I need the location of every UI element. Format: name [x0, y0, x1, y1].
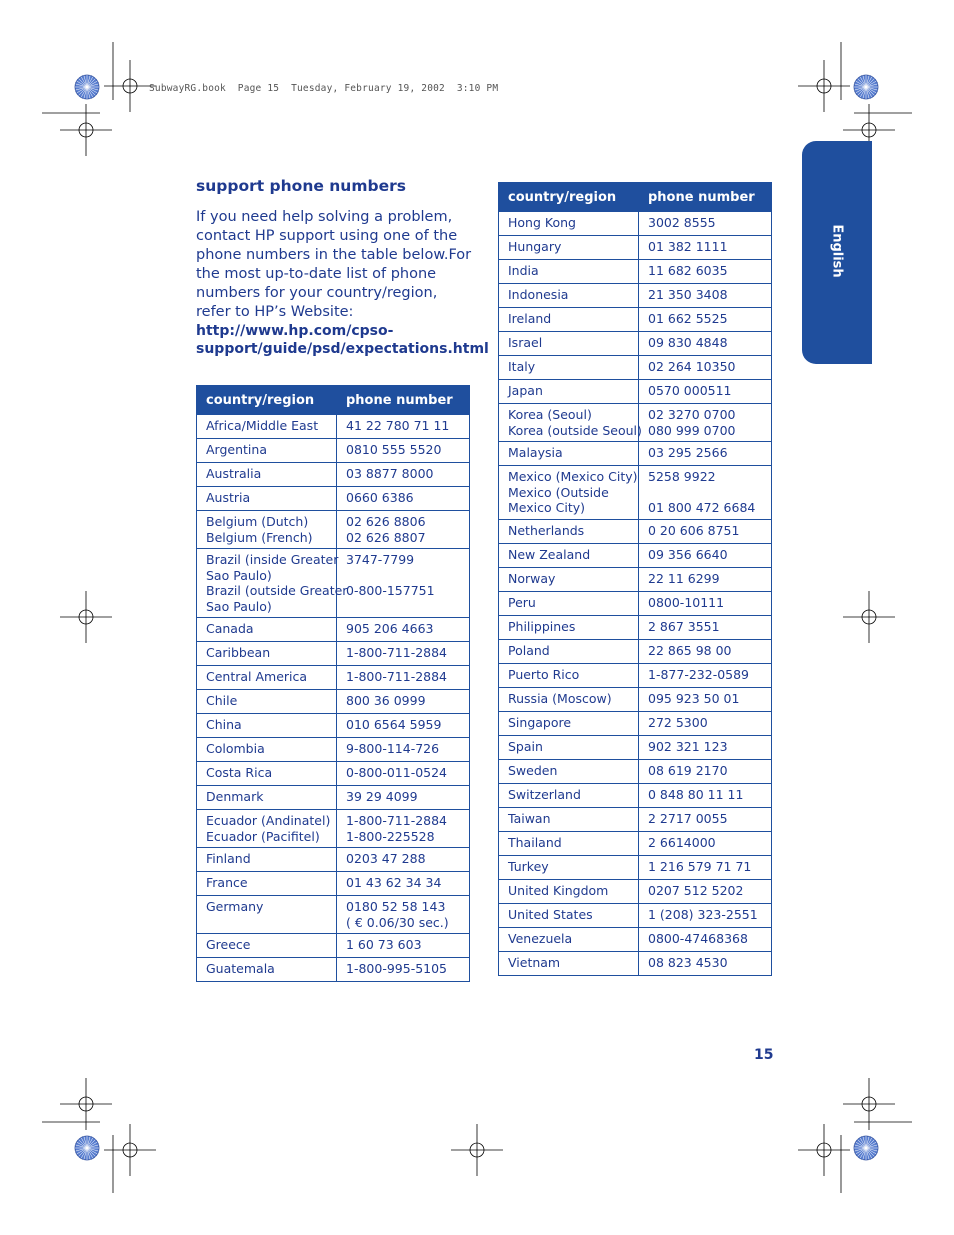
phone-cell: [337, 642, 470, 666]
intro-paragraph: If you need help solving a problem, contact HP support using one of the phone numbers in the table below.For the most up-to-date list of phone numbers for your country/region, refer to HP’s Website:: [196, 209, 472, 320]
country-name: Peru: [508, 594, 536, 610]
country-name: Sao Paulo): [206, 567, 272, 583]
phone-value: 0203 47 288: [346, 851, 426, 866]
section-heading: support phone numbers: [196, 177, 406, 195]
country-name: China: [206, 717, 242, 732]
country-name: Venezuela: [508, 930, 573, 946]
crosshair-mark: [60, 104, 112, 156]
phone-value: 1-800-995-5105: [346, 961, 448, 976]
phone-cell: [639, 380, 772, 404]
country-name: United States: [508, 906, 593, 922]
country-name: Hungary: [508, 239, 562, 254]
country-name: Singapore: [508, 714, 572, 730]
country-cell: [499, 639, 639, 663]
crosshair-mark: [798, 1124, 850, 1176]
phone-value: 41 22 780 71 11: [346, 418, 450, 433]
country-name: Ecuador (Pacifitel): [206, 828, 320, 844]
phone-value: 1-800-711-2884: [346, 669, 448, 684]
phone-cell: [639, 519, 772, 543]
phone-cell: [337, 934, 470, 958]
phone-value: 22 11 6299: [648, 570, 720, 586]
country-name: Israel: [508, 335, 543, 350]
country-name: Poland: [508, 642, 550, 658]
country-cell: [197, 810, 337, 848]
country-name: Korea (outside Seoul): [508, 422, 642, 438]
phone-value: 272 5300: [648, 714, 708, 730]
table-row: [499, 332, 772, 356]
country-name: Taiwan: [508, 810, 551, 826]
phone-table-left: [196, 385, 470, 982]
phone-cell: [337, 872, 470, 896]
table-row: [499, 519, 772, 543]
phone-cell: [337, 786, 470, 810]
table-row: [197, 848, 470, 872]
phone-cell: [639, 831, 772, 855]
country-name: Central America: [206, 669, 308, 684]
phone-value: 0810 555 5520: [346, 442, 442, 457]
table-row: [499, 783, 772, 807]
phone-cell: [639, 591, 772, 615]
country-cell: [499, 807, 639, 831]
phone-value: ( € 0.06/30 sec.): [346, 914, 449, 930]
phone-value: 095 923 50 01: [648, 690, 740, 706]
table-body: [499, 212, 772, 976]
phone-value: 2 867 3551: [648, 618, 720, 634]
country-cell: [197, 848, 337, 872]
country-name: Finland: [206, 851, 251, 866]
table-row: [197, 958, 470, 982]
country-cell: [499, 783, 639, 807]
phone-value: 2 2717 0055: [648, 810, 728, 826]
table-row: [197, 666, 470, 690]
country-cell: [499, 260, 639, 284]
country-name: Spain: [508, 738, 543, 754]
spacer-line: [648, 485, 762, 501]
country-name: Korea (Seoul): [508, 407, 592, 422]
phone-value: 1-800-225528: [346, 828, 435, 844]
country-cell: [499, 356, 639, 380]
country-name: Austria: [206, 490, 251, 505]
table-row: [197, 690, 470, 714]
table-row: [197, 762, 470, 786]
phone-value: 3002 8555: [648, 215, 716, 230]
country-name: Malaysia: [508, 445, 563, 460]
country-name: India: [508, 263, 539, 278]
phone-value: 0800-47468368: [648, 930, 748, 946]
table-row: [499, 404, 772, 442]
table-row: [197, 934, 470, 958]
country-name: Mexico City): [508, 500, 585, 515]
phone-cell: [337, 848, 470, 872]
country-cell: [499, 903, 639, 927]
country-cell: [197, 934, 337, 958]
table-row: [499, 591, 772, 615]
table-header-row: [197, 386, 470, 415]
phone-value: 010 6564 5959: [346, 717, 442, 732]
country-name: Caribbean: [206, 645, 271, 660]
phone-value: 0 848 80 11 11: [648, 786, 744, 802]
country-cell: [499, 284, 639, 308]
table-row: [499, 380, 772, 404]
phone-value: 01 662 5525: [648, 311, 728, 326]
country-cell: [499, 466, 639, 520]
phone-value: 080 999 0700: [648, 422, 736, 438]
country-cell: [499, 308, 639, 332]
phone-cell: [639, 308, 772, 332]
country-cell: [197, 415, 337, 439]
country-cell: [197, 511, 337, 549]
country-cell: [499, 380, 639, 404]
country-name: Guatemala: [206, 961, 275, 976]
phone-cell: [337, 958, 470, 982]
table-row: [499, 356, 772, 380]
phone-value: 0800-10111: [648, 594, 725, 610]
country-cell: [197, 738, 337, 762]
phone-cell: [337, 762, 470, 786]
country-cell: [197, 872, 337, 896]
country-cell: [499, 567, 639, 591]
table-row: [197, 738, 470, 762]
country-name: Costa Rica: [206, 765, 273, 780]
table-body: [197, 415, 470, 982]
phone-value: 08 619 2170: [648, 762, 728, 778]
phone-value: 0180 52 58 143: [346, 899, 446, 914]
support-url-link[interactable]: http://www.hp.com/cpso-support/guide/psd/expectations.html: [196, 323, 489, 357]
country-cell: [197, 487, 337, 511]
table-row: [197, 872, 470, 896]
phone-cell: [337, 439, 470, 463]
phone-value: 800 36 0999: [346, 693, 426, 708]
country-cell: [499, 735, 639, 759]
phone-value: 02 3270 0700: [648, 407, 736, 422]
starburst-mark: [854, 1136, 878, 1160]
table-row: [499, 855, 772, 879]
country-cell: [197, 549, 348, 618]
country-name: Thailand: [508, 834, 562, 850]
country-name: Netherlands: [508, 522, 585, 538]
country-name: Switzerland: [508, 786, 581, 802]
country-name: Colombia: [206, 741, 265, 756]
table-row: [499, 663, 772, 687]
country-cell: [499, 759, 639, 783]
phone-value: 03 295 2566: [648, 445, 728, 460]
language-tab: [802, 141, 872, 364]
table-row: [197, 415, 470, 439]
country-name: Mexico (Mexico City): [508, 469, 638, 484]
phone-cell: [337, 415, 470, 439]
phone-value: 02 626 8807: [346, 529, 426, 545]
crosshair-mark: [60, 591, 112, 643]
table-row: [499, 260, 772, 284]
table-row: [499, 615, 772, 639]
phone-cell: [337, 666, 470, 690]
phone-value: 0-800-157751: [346, 583, 435, 598]
phone-value: 0660 6386: [346, 490, 414, 505]
table-row: [499, 903, 772, 927]
phone-cell: [639, 711, 772, 735]
phone-value: 39 29 4099: [346, 789, 418, 804]
phone-value: 1 60 73 603: [346, 937, 422, 952]
phone-value: 1-877-232-0589: [648, 666, 750, 682]
table-row: [197, 810, 470, 848]
country-name: Indonesia: [508, 287, 569, 302]
country-name: Puerto Rico: [508, 666, 580, 682]
phone-cell: [337, 690, 470, 714]
column-header-phone: phone number: [337, 386, 470, 415]
table-row: [197, 511, 470, 549]
phone-value: 902 321 123: [648, 738, 728, 754]
phone-cell: [337, 487, 470, 511]
phone-cell: [639, 759, 772, 783]
phone-cell: [639, 639, 772, 663]
country-name: Canada: [206, 621, 254, 636]
column-header-country: country/region: [197, 386, 337, 415]
phone-value: 09 830 4848: [648, 335, 728, 350]
phone-cell: [639, 543, 772, 567]
country-cell: [499, 543, 639, 567]
phone-cell: [639, 284, 772, 308]
country-cell: [197, 463, 337, 487]
country-cell: [499, 831, 639, 855]
country-name: Brazil (inside Greater: [206, 552, 339, 567]
phone-cell: [639, 687, 772, 711]
country-cell: [499, 212, 639, 236]
phone-value: 21 350 3408: [648, 287, 728, 302]
table-row: [499, 807, 772, 831]
phone-value: 2 6614000: [648, 834, 716, 850]
phone-value: 01 382 1111: [648, 239, 728, 254]
country-name: Italy: [508, 359, 536, 374]
table-row: [499, 212, 772, 236]
phone-value: 1-800-711-2884: [346, 813, 448, 828]
country-name: Australia: [206, 466, 262, 481]
phone-cell: [337, 463, 470, 487]
phone-value: 09 356 6640: [648, 546, 728, 562]
phone-cell: [639, 855, 772, 879]
phone-cell: [639, 236, 772, 260]
table-row: [197, 463, 470, 487]
phone-cell: [337, 810, 470, 848]
table-row: [499, 639, 772, 663]
phone-value: 5258 9922: [648, 469, 716, 484]
phone-cell: [639, 663, 772, 687]
phone-cell: [639, 212, 772, 236]
country-name: Denmark: [206, 789, 264, 804]
country-name: Ecuador (Andinatel): [206, 813, 331, 828]
country-cell: [197, 762, 337, 786]
country-name: Chile: [206, 693, 238, 708]
table-row: [499, 466, 772, 520]
country-name: Africa/Middle East: [206, 418, 319, 433]
phone-value: 9-800-114-726: [346, 741, 440, 756]
phone-cell: [337, 618, 470, 642]
country-name: Germany: [206, 899, 264, 914]
phone-cell: [639, 951, 772, 975]
spacer-line: [346, 568, 460, 584]
country-name: New Zealand: [508, 546, 591, 562]
starburst-mark: [75, 75, 99, 99]
phone-value: 01 800 472 6684: [648, 500, 756, 515]
country-name: Hong Kong: [508, 215, 576, 230]
phone-cell: [639, 735, 772, 759]
table-row: [197, 439, 470, 463]
country-cell: [499, 879, 639, 903]
column-header-phone: phone number: [639, 183, 772, 212]
country-name: Norway: [508, 570, 556, 586]
country-cell: [499, 236, 639, 260]
country-name: Japan: [508, 383, 543, 398]
phone-cell: [639, 615, 772, 639]
table-row: [499, 442, 772, 466]
table-row: [499, 927, 772, 951]
country-name: Sao Paulo): [206, 598, 272, 614]
phone-cell: [639, 807, 772, 831]
country-cell: [499, 927, 639, 951]
table-row: [499, 567, 772, 591]
table-row: [499, 831, 772, 855]
country-cell: [499, 855, 639, 879]
country-cell: [499, 615, 639, 639]
phone-value: 905 206 4663: [346, 621, 434, 636]
phone-value: 0 20 606 8751: [648, 522, 740, 538]
country-cell: [197, 958, 337, 982]
table-row: [499, 284, 772, 308]
phone-cell: [639, 783, 772, 807]
starburst-mark: [75, 1136, 99, 1160]
phone-value: 0207 512 5202: [648, 882, 744, 898]
phone-value: 22 865 98 00: [648, 642, 732, 658]
table-row: [197, 714, 470, 738]
phone-cell: [639, 332, 772, 356]
country-name: Ireland: [508, 311, 552, 326]
phone-value: 1-800-711-2884: [346, 645, 448, 660]
country-cell: [499, 519, 639, 543]
table-row: [499, 236, 772, 260]
table-header-row: [499, 183, 772, 212]
phone-cell: [639, 903, 772, 927]
country-name: Belgium (Dutch): [206, 514, 309, 529]
table-row: [499, 735, 772, 759]
country-cell: [499, 951, 639, 975]
phone-value: 01 43 62 34 34: [346, 875, 442, 890]
country-name: Mexico (Outside: [508, 484, 609, 500]
country-cell: [499, 442, 639, 466]
country-cell: [197, 642, 337, 666]
phone-value: 03 8877 8000: [346, 466, 434, 481]
phone-value: 0-800-011-0524: [346, 765, 448, 780]
phone-cell: [337, 511, 470, 549]
country-name: Sweden: [508, 762, 558, 778]
phone-cell: [337, 549, 470, 618]
phone-cell: [639, 927, 772, 951]
country-name: Greece: [206, 937, 251, 952]
country-name: United Kingdom: [508, 882, 609, 898]
crosshair-mark: [104, 1124, 156, 1176]
phone-cell: [639, 567, 772, 591]
country-name: Russia (Moscow): [508, 690, 612, 706]
country-cell: [197, 690, 337, 714]
phone-table-right: [498, 182, 772, 976]
column-header-country: country/region: [499, 183, 639, 212]
phone-value: 11 682 6035: [648, 263, 728, 278]
country-cell: [499, 711, 639, 735]
country-name: Belgium (French): [206, 529, 313, 545]
country-name: Argentina: [206, 442, 267, 457]
phone-value: 1 (208) 323-2551: [648, 906, 758, 922]
phone-cell: [639, 356, 772, 380]
crosshair-mark: [451, 1124, 503, 1176]
country-name: Brazil (outside Greater: [206, 583, 348, 598]
phone-value: 02 264 10350: [648, 359, 736, 374]
table-row: [197, 549, 470, 618]
starburst-mark: [854, 75, 878, 99]
country-name: Vietnam: [508, 954, 561, 970]
table-row: [197, 896, 470, 934]
print-header: SubwayRG.book Page 15 Tuesday, February 19, 2002 3:10 PM: [149, 83, 499, 94]
country-cell: [499, 663, 639, 687]
phone-value: 3747-7799: [346, 552, 415, 567]
table-row: [499, 711, 772, 735]
table-row: [197, 618, 470, 642]
country-cell: [197, 896, 337, 934]
table-row: [499, 687, 772, 711]
country-cell: [197, 666, 337, 690]
page-number: 15: [754, 1047, 774, 1063]
phone-cell: [639, 404, 772, 442]
country-cell: [499, 332, 639, 356]
table-row: [499, 759, 772, 783]
table-row: [499, 879, 772, 903]
country-cell: [197, 439, 337, 463]
country-cell: [499, 591, 639, 615]
country-cell: [197, 714, 337, 738]
phone-cell: [639, 260, 772, 284]
country-name: France: [206, 875, 248, 890]
phone-value: 02 626 8806: [346, 514, 426, 529]
phone-cell: [639, 466, 772, 520]
language-tab-label: English: [829, 224, 845, 278]
table-row: [197, 642, 470, 666]
phone-value: 08 823 4530: [648, 954, 728, 970]
country-cell: [499, 687, 639, 711]
country-cell: [197, 786, 337, 810]
table-row: [197, 786, 470, 810]
table-row: [499, 951, 772, 975]
country-cell: [197, 618, 337, 642]
crosshair-mark: [843, 591, 895, 643]
phone-value: 0570 000511: [648, 383, 732, 398]
crosshair-mark: [798, 60, 850, 112]
table-row: [197, 487, 470, 511]
phone-cell: [337, 738, 470, 762]
country-name: Philippines: [508, 618, 576, 634]
country-cell: [499, 404, 642, 442]
phone-value: 1 216 579 71 71: [648, 858, 752, 874]
country-name: Turkey: [508, 858, 549, 874]
phone-cell: [639, 442, 772, 466]
table-row: [499, 543, 772, 567]
table-row: [499, 308, 772, 332]
phone-cell: [639, 879, 772, 903]
phone-cell: [337, 714, 470, 738]
phone-cell: [337, 896, 470, 934]
